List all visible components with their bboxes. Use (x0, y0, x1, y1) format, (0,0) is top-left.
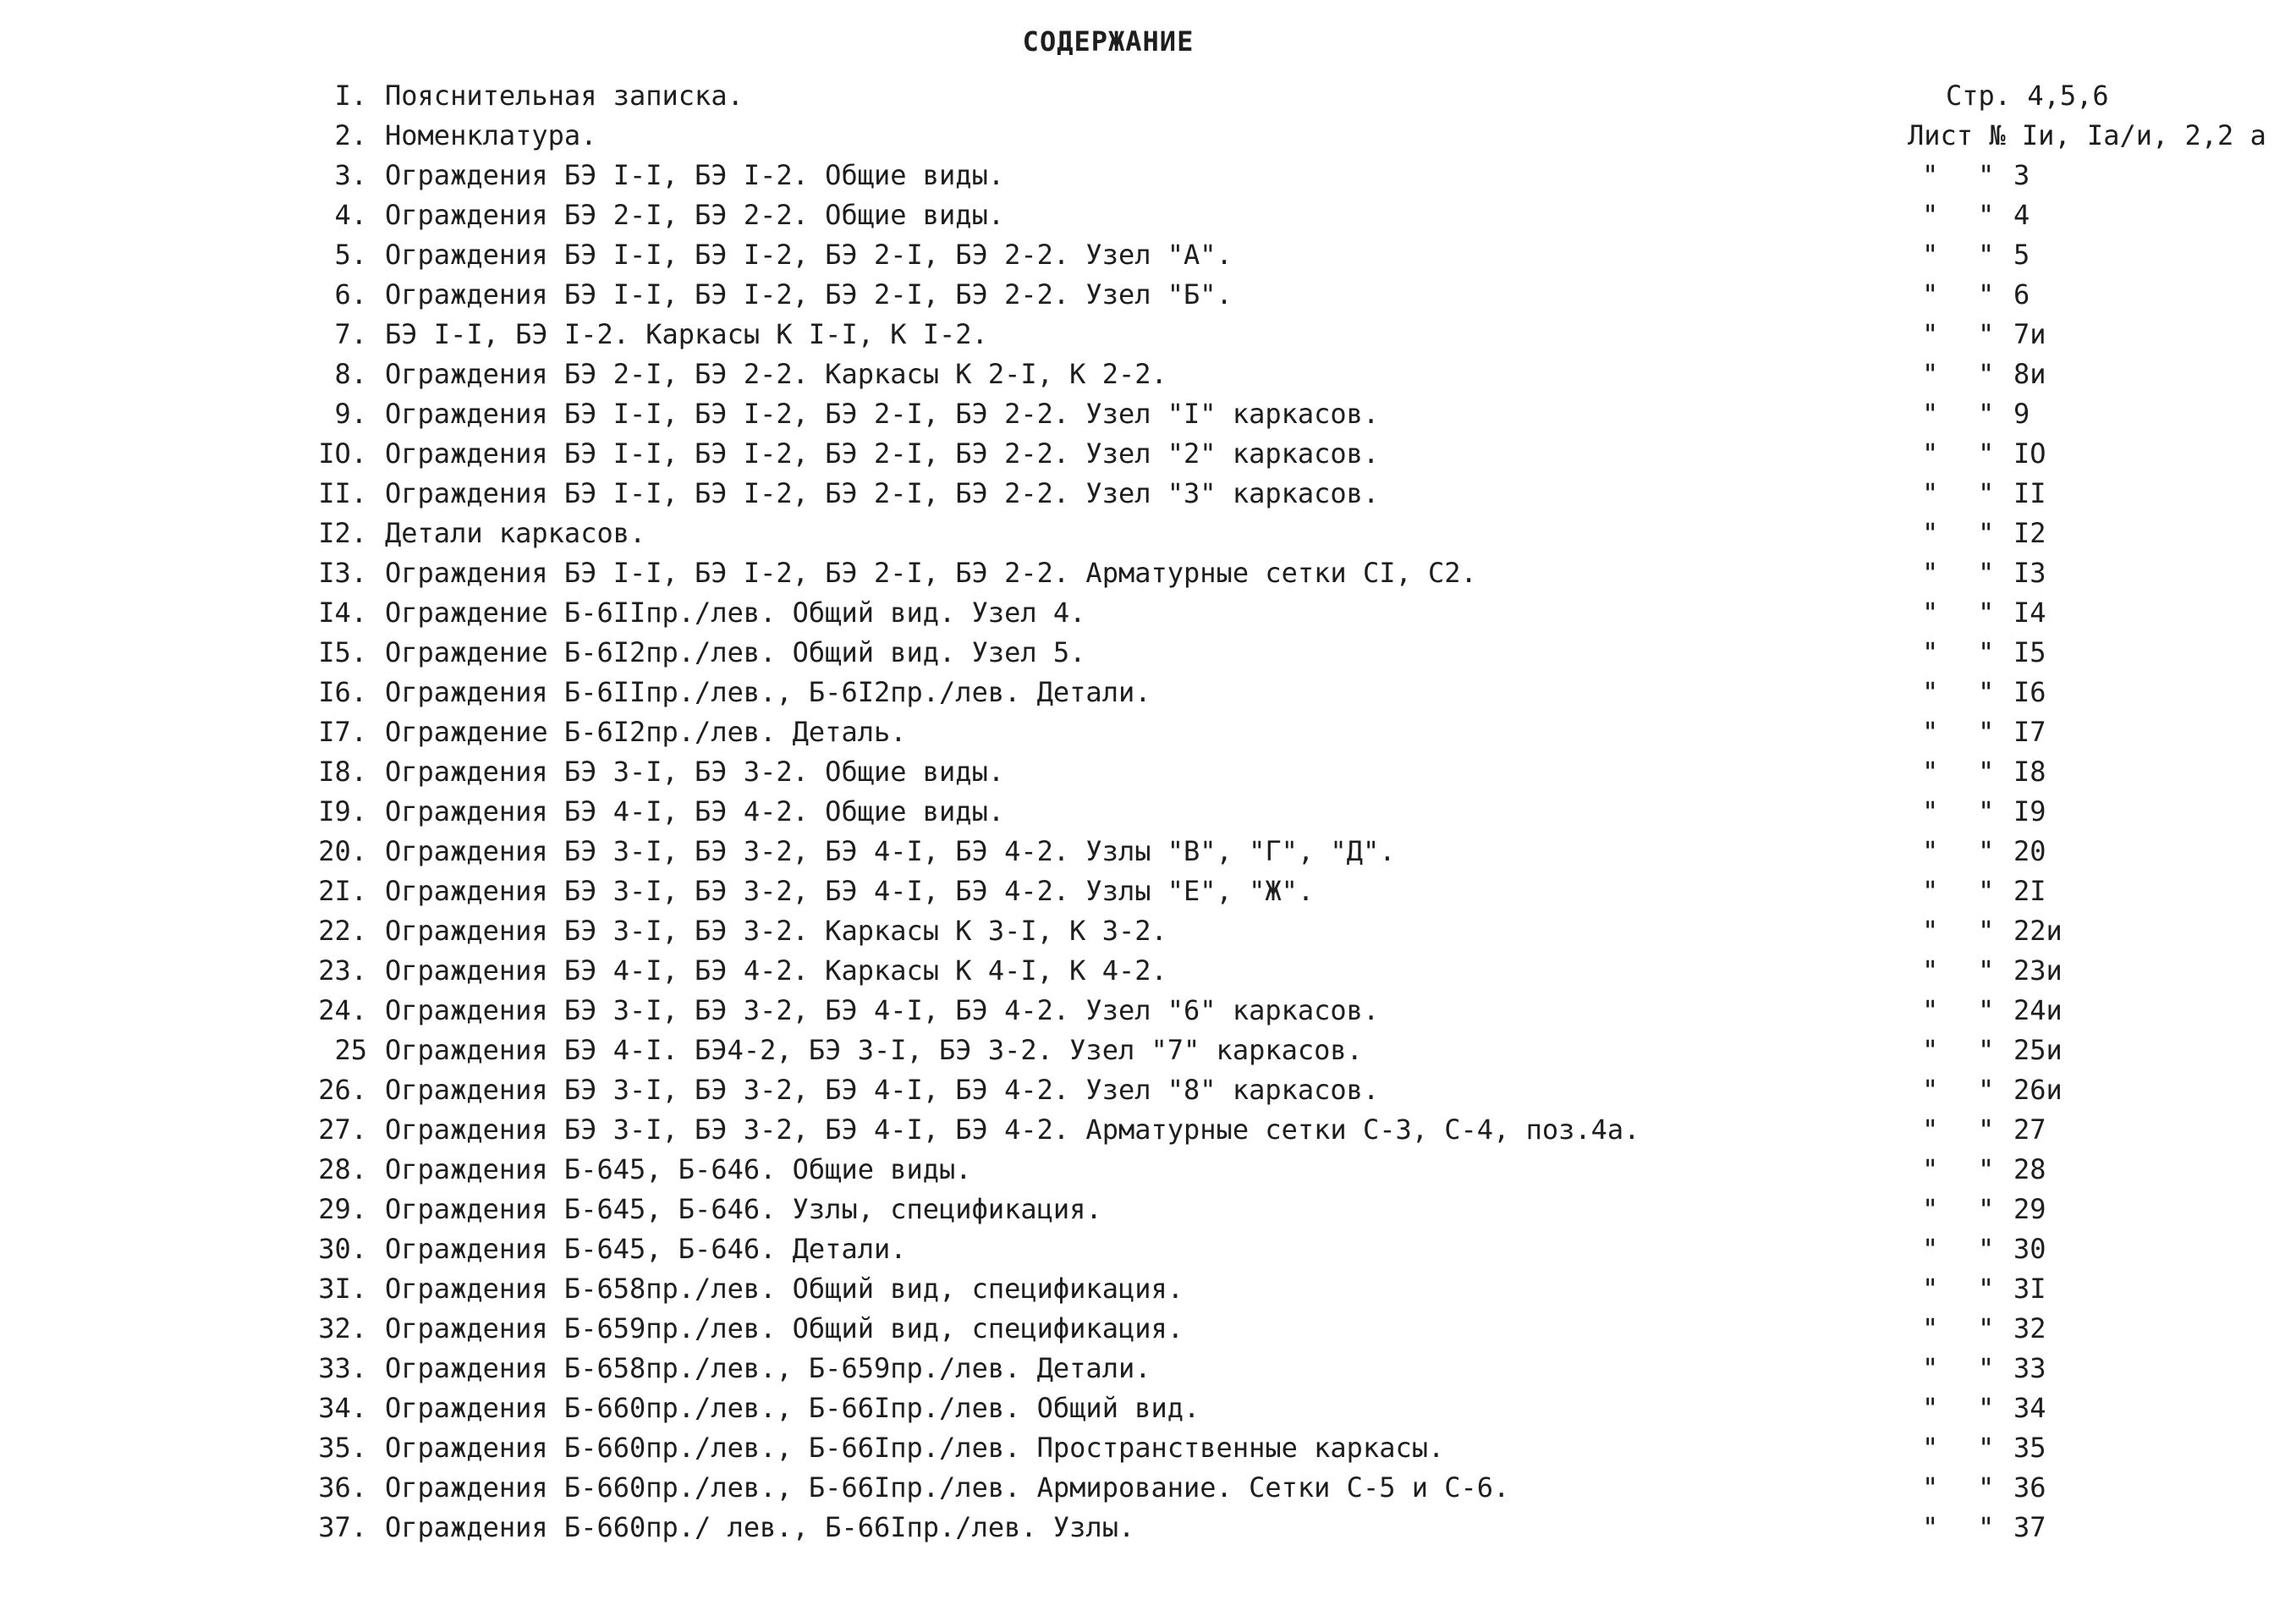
toc-entry-sheet-number: 22и (2013, 915, 2063, 947)
ditto-mark: " (1922, 318, 1939, 350)
toc-entry-title: Ограждения БЭ 4-I, БЭ 4-2. Общие виды. (385, 795, 1005, 827)
ditto-mark: " (1978, 1233, 1995, 1265)
toc-entry-sheet-number: IO (2013, 437, 2046, 470)
ditto-mark: " (1922, 835, 1939, 867)
toc-entry (0, 712, 2296, 752)
ditto-mark: " (1978, 1432, 1995, 1464)
ditto-mark: " (1978, 557, 1995, 589)
ditto-mark: " (1922, 1193, 1939, 1225)
ditto-mark: " (1978, 875, 1995, 907)
toc-entry-number: I2. (318, 517, 367, 549)
toc-entry-title: Ограждения БЭ I-I, БЭ I-2, БЭ 2-I, БЭ 2-2. Арматурные сетки CI, C2. (385, 557, 1477, 589)
toc-entry (0, 1428, 2296, 1468)
toc-entry-title: Ограждения Б-645, Б-646. Узлы, спецификация. (385, 1193, 1102, 1225)
toc-entry (0, 911, 2296, 951)
ditto-mark: " (1978, 1074, 1995, 1106)
toc-entry-title: Ограждения БЭ 3-I, БЭ 3-2, БЭ 4-I, БЭ 4-2. Узлы "В", "Г", "Д". (385, 835, 1396, 867)
toc-entry-number: 6. (334, 278, 367, 311)
toc-entry-number: I. (334, 80, 367, 112)
toc-entry-sheet-number: 35 (2013, 1432, 2046, 1464)
ditto-mark: " (1978, 477, 1995, 509)
toc-entry-sheet-number: I2 (2013, 517, 2046, 549)
toc-entry-number: 33. (318, 1352, 367, 1384)
ditto-mark: " (1922, 1312, 1939, 1344)
toc-entry-sheet-number: I5 (2013, 636, 2046, 668)
ditto-mark: " (1922, 994, 1939, 1026)
toc-entry (0, 1229, 2296, 1269)
toc-entry-number: 3. (334, 159, 367, 191)
toc-entry-sheet-number: 23и (2013, 954, 2063, 987)
toc-entry-sheet-number: I9 (2013, 795, 2046, 827)
toc-entry-sheet-number: II (2013, 477, 2046, 509)
ditto-mark: " (1978, 1352, 1995, 1384)
toc-entry-number: 9. (334, 398, 367, 430)
toc-entry-sheet-number: I3 (2013, 557, 2046, 589)
ditto-mark: " (1978, 1273, 1995, 1305)
toc-entry (0, 1031, 2296, 1070)
toc-entry (0, 76, 2296, 116)
toc-entry-sheet-number: 34 (2013, 1392, 2046, 1424)
ditto-mark: " (1922, 597, 1939, 629)
toc-entry-title: Ограждения БЭ 3-I, БЭ 3-2. Общие виды. (385, 756, 1005, 788)
toc-entry-number: 37. (318, 1511, 367, 1543)
toc-entry-sheet-number: I7 (2013, 716, 2046, 748)
ditto-mark: " (1978, 636, 1995, 668)
ditto-mark: " (1978, 795, 1995, 827)
ditto-mark: " (1922, 915, 1939, 947)
toc-entry-number: I7. (318, 716, 367, 748)
toc-entry-sheet-number: 8и (2013, 358, 2046, 390)
ditto-mark: " (1978, 199, 1995, 231)
toc-entry (0, 832, 2296, 871)
ditto-mark: " (1922, 1153, 1939, 1185)
toc-entry-number: 26. (318, 1074, 367, 1106)
toc-entry-number: 30. (318, 1233, 367, 1265)
toc-entry (0, 1388, 2296, 1428)
toc-entry-title: Пояснительная записка. (385, 80, 744, 112)
ditto-mark: " (1978, 1392, 1995, 1424)
toc-entry-sheet-number: 25и (2013, 1034, 2063, 1066)
toc-entry (0, 195, 2296, 235)
toc-entry-number: 2I. (318, 875, 367, 907)
ditto-mark: " (1978, 756, 1995, 788)
toc-entry-number: 2. (334, 119, 367, 151)
toc-entry-sheet-number: 5 (2013, 239, 2030, 271)
ditto-mark: " (1922, 1352, 1939, 1384)
ditto-mark: " (1922, 954, 1939, 987)
ditto-mark: " (1978, 437, 1995, 470)
toc-entry-title: Ограждения БЭ 4-I, БЭ 4-2. Каркасы К 4-I, К 4-2. (385, 954, 1167, 987)
toc-entry-number: 28. (318, 1153, 367, 1185)
ditto-mark: " (1978, 239, 1995, 271)
toc-entry-number: 20. (318, 835, 367, 867)
toc-entry (0, 434, 2296, 474)
toc-entry-title: Ограждения Б-660пр./лев., Б-66Iпр./лев. Пространственные каркасы. (385, 1432, 1445, 1464)
toc-entry-title: Ограждения БЭ 2-I, БЭ 2-2. Общие виды. (385, 199, 1005, 231)
toc-entry-sheet-number: 3 (2013, 159, 2030, 191)
toc-entry-reference: Стр. 4,5,6 (1946, 80, 2109, 112)
toc-entry-sheet-number: 6 (2013, 278, 2030, 311)
toc-entry-number: 4. (334, 199, 367, 231)
toc-entry-number: 23. (318, 954, 367, 987)
toc-entry (0, 1468, 2296, 1508)
ditto-mark: " (1922, 1074, 1939, 1106)
toc-entry-number: 36. (318, 1471, 367, 1504)
toc-entry (0, 1110, 2296, 1150)
ditto-mark: " (1978, 994, 1995, 1026)
toc-entry-number: 32. (318, 1312, 367, 1344)
toc-entry (0, 1150, 2296, 1190)
ditto-mark: " (1922, 1113, 1939, 1146)
ditto-mark: " (1922, 1273, 1939, 1305)
toc-entry-number: I4. (318, 597, 367, 629)
toc-entry (0, 593, 2296, 633)
toc-entry-number: 25 (334, 1034, 367, 1066)
toc-entry-number: 24. (318, 994, 367, 1026)
toc-entry-sheet-number: 28 (2013, 1153, 2046, 1185)
ditto-mark: " (1978, 398, 1995, 430)
ditto-mark: " (1922, 199, 1939, 231)
toc-entry-title: Ограждения БЭ 3-I, БЭ 3-2, БЭ 4-I, БЭ 4-2. Арматурные сетки С-3, С-4, поз.4а. (385, 1113, 1640, 1146)
toc-entry-sheet-number: 29 (2013, 1193, 2046, 1225)
toc-entry (0, 792, 2296, 832)
ditto-mark: " (1978, 1034, 1995, 1066)
toc-entry (0, 474, 2296, 514)
toc-entry (0, 991, 2296, 1031)
toc-entry (0, 156, 2296, 195)
toc-entry-title: Ограждения Б-659пр./лев. Общий вид, спецификация. (385, 1312, 1184, 1344)
ditto-mark: " (1978, 1511, 1995, 1543)
toc-entry (0, 752, 2296, 792)
toc-entry-number: I3. (318, 557, 367, 589)
toc-entry-sheet-number: 37 (2013, 1511, 2046, 1543)
toc-entry-title: Ограждения БЭ I-I, БЭ I-2, БЭ 2-I, БЭ 2-2. Узел "А". (385, 239, 1233, 271)
ditto-mark: " (1922, 278, 1939, 311)
toc-entry-sheet-number: 27 (2013, 1113, 2046, 1146)
toc-entry-title: Ограждения Б-660пр./лев., Б-66Iпр./лев. Общий вид. (385, 1392, 1200, 1424)
toc-entry-number: 35. (318, 1432, 367, 1464)
ditto-mark: " (1922, 358, 1939, 390)
toc-entry (0, 553, 2296, 593)
ditto-mark: " (1978, 1113, 1995, 1146)
toc-entry-title: Ограждения Б-658пр./лев., Б-659пр./лев. Детали. (385, 1352, 1151, 1384)
ditto-mark: " (1978, 1312, 1995, 1344)
toc-entry (0, 1508, 2296, 1548)
toc-entry-title: Ограждения БЭ I-I, БЭ I-2, БЭ 2-I, БЭ 2-2. Узел "Б". (385, 278, 1233, 311)
toc-entry-title: Ограждения БЭ 3-I, БЭ 3-2, БЭ 4-I, БЭ 4-2. Узел "8" каркасов. (385, 1074, 1380, 1106)
toc-entry-sheet-number: 9 (2013, 398, 2030, 430)
toc-entry-title: Ограждения БЭ 3-I, БЭ 3-2. Каркасы К 3-I, К 3-2. (385, 915, 1167, 947)
ditto-mark: " (1922, 875, 1939, 907)
ditto-mark: " (1922, 636, 1939, 668)
ditto-mark: " (1922, 1034, 1939, 1066)
toc-entry-sheet-number: 3I (2013, 1273, 2046, 1305)
toc-entry-title: Детали каркасов. (385, 517, 646, 549)
toc-entry-sheet-number: 26и (2013, 1074, 2063, 1106)
ditto-mark: " (1978, 716, 1995, 748)
toc-entry-title: Номенклатура. (385, 119, 597, 151)
ditto-mark: " (1922, 676, 1939, 708)
ditto-mark: " (1978, 1193, 1995, 1225)
ditto-mark: " (1922, 1392, 1939, 1424)
toc-entry-sheet-number: I8 (2013, 756, 2046, 788)
toc-entry (0, 1190, 2296, 1229)
toc-entry (0, 394, 2296, 434)
toc-entry-number: 8. (334, 358, 367, 390)
toc-entry-number: I9. (318, 795, 367, 827)
ditto-mark: " (1978, 318, 1995, 350)
toc-entry-number: 29. (318, 1193, 367, 1225)
toc-entry-title: Ограждения БЭ I-I, БЭ I-2, БЭ 2-I, БЭ 2-2. Узел "3" каркасов. (385, 477, 1380, 509)
toc-entry-sheet-number: I4 (2013, 597, 2046, 629)
ditto-mark: " (1978, 1153, 1995, 1185)
toc-entry-reference: Лист № Iи, Iа/и, 2,2 а (1908, 119, 2266, 151)
toc-entry (0, 275, 2296, 315)
toc-entry-number: IO. (318, 437, 367, 470)
ditto-mark: " (1922, 756, 1939, 788)
toc-entry-sheet-number: I6 (2013, 676, 2046, 708)
toc-entry (0, 673, 2296, 712)
toc-entry (0, 871, 2296, 911)
toc-entry-sheet-number: 30 (2013, 1233, 2046, 1265)
toc-entry-title: Ограждения Б-660пр./ лев., Б-66Iпр./лев. Узлы. (385, 1511, 1135, 1543)
toc-entry-title: Ограждения БЭ I-I, БЭ I-2, БЭ 2-I, БЭ 2-2. Узел "2" каркасов. (385, 437, 1380, 470)
toc-entry-number: I5. (318, 636, 367, 668)
ditto-mark: " (1922, 1432, 1939, 1464)
toc-entry-title: Ограждения БЭ 3-I, БЭ 3-2, БЭ 4-I, БЭ 4-2. Узел "6" каркасов. (385, 994, 1380, 1026)
ditto-mark: " (1922, 437, 1939, 470)
toc-entry-title: Ограждения Б-6IIпр./лев., Б-6I2пр./лев. Детали. (385, 676, 1151, 708)
toc-entry (0, 514, 2296, 553)
ditto-mark: " (1978, 278, 1995, 311)
toc-entry-title: БЭ I-I, БЭ I-2. Каркасы К I-I, К I-2. (385, 318, 988, 350)
toc-entry-title: Ограждения БЭ 2-I, БЭ 2-2. Каркасы К 2-I, К 2-2. (385, 358, 1167, 390)
toc-entry-number: II. (318, 477, 367, 509)
toc-entry (0, 1070, 2296, 1110)
table-of-contents (0, 76, 2296, 1548)
toc-entry-sheet-number: 2I (2013, 875, 2046, 907)
toc-entry-title: Ограждения Б-658пр./лев. Общий вид, спецификация. (385, 1273, 1184, 1305)
ditto-mark: " (1922, 239, 1939, 271)
toc-entry-title: Ограждение Б-6IIпр./лев. Общий вид. Узел 4. (385, 597, 1086, 629)
toc-entry-title: Ограждения БЭ 4-I. БЭ4-2, БЭ 3-I, БЭ 3-2. Узел "7" каркасов. (385, 1034, 1363, 1066)
toc-entry-number: I8. (318, 756, 367, 788)
ditto-mark: " (1978, 358, 1995, 390)
ditto-mark: " (1922, 1511, 1939, 1543)
toc-entry-sheet-number: 36 (2013, 1471, 2046, 1504)
toc-entry-sheet-number: 7и (2013, 318, 2046, 350)
ditto-mark: " (1978, 676, 1995, 708)
ditto-mark: " (1922, 795, 1939, 827)
toc-entry (0, 235, 2296, 275)
ditto-mark: " (1978, 835, 1995, 867)
toc-entry (0, 951, 2296, 991)
toc-entry (0, 355, 2296, 394)
toc-entry (0, 1309, 2296, 1349)
ditto-mark: " (1922, 517, 1939, 549)
toc-entry-sheet-number: 4 (2013, 199, 2030, 231)
ditto-mark: " (1978, 517, 1995, 549)
toc-entry-number: 27. (318, 1113, 367, 1146)
toc-entry-sheet-number: 32 (2013, 1312, 2046, 1344)
ditto-mark: " (1978, 1471, 1995, 1504)
page-title: СОДЕРЖАНИЕ (1022, 25, 1195, 58)
ditto-mark: " (1922, 1471, 1939, 1504)
ditto-mark: " (1922, 477, 1939, 509)
toc-entry-sheet-number: 33 (2013, 1352, 2046, 1384)
toc-entry-sheet-number: 24и (2013, 994, 2063, 1026)
toc-entry-number: 5. (334, 239, 367, 271)
toc-entry (0, 315, 2296, 355)
toc-entry (0, 1349, 2296, 1388)
toc-entry-number: 22. (318, 915, 367, 947)
ditto-mark: " (1922, 398, 1939, 430)
ditto-mark: " (1978, 915, 1995, 947)
ditto-mark: " (1978, 159, 1995, 191)
toc-entry-number: 3I. (318, 1273, 367, 1305)
toc-entry (0, 1269, 2296, 1309)
ditto-mark: " (1978, 954, 1995, 987)
toc-entry-title: Ограждения БЭ 3-I, БЭ 3-2, БЭ 4-I, БЭ 4-2. Узлы "Е", "Ж". (385, 875, 1315, 907)
toc-entry-title: Ограждения БЭ I-I, БЭ I-2, БЭ 2-I, БЭ 2-2. Узел "I" каркасов. (385, 398, 1380, 430)
toc-entry-sheet-number: 20 (2013, 835, 2046, 867)
toc-entry (0, 116, 2296, 156)
toc-entry-title: Ограждения Б-660пр./лев., Б-66Iпр./лев. Армирование. Сетки С-5 и С-6. (385, 1471, 1510, 1504)
ditto-mark: " (1922, 557, 1939, 589)
ditto-mark: " (1978, 597, 1995, 629)
toc-entry-title: Ограждение Б-6I2пр./лев. Деталь. (385, 716, 907, 748)
toc-entry-title: Ограждения БЭ I-I, БЭ I-2. Общие виды. (385, 159, 1005, 191)
ditto-mark: " (1922, 716, 1939, 748)
toc-entry-title: Ограждение Б-6I2пр./лев. Общий вид. Узел 5. (385, 636, 1086, 668)
toc-entry (0, 633, 2296, 673)
toc-entry-number: I6. (318, 676, 367, 708)
toc-entry-number: 7. (334, 318, 367, 350)
toc-entry-title: Ограждения Б-645, Б-646. Общие виды. (385, 1153, 972, 1185)
ditto-mark: " (1922, 1233, 1939, 1265)
ditto-mark: " (1922, 159, 1939, 191)
toc-entry-title: Ограждения Б-645, Б-646. Детали. (385, 1233, 907, 1265)
toc-entry-number: 34. (318, 1392, 367, 1424)
